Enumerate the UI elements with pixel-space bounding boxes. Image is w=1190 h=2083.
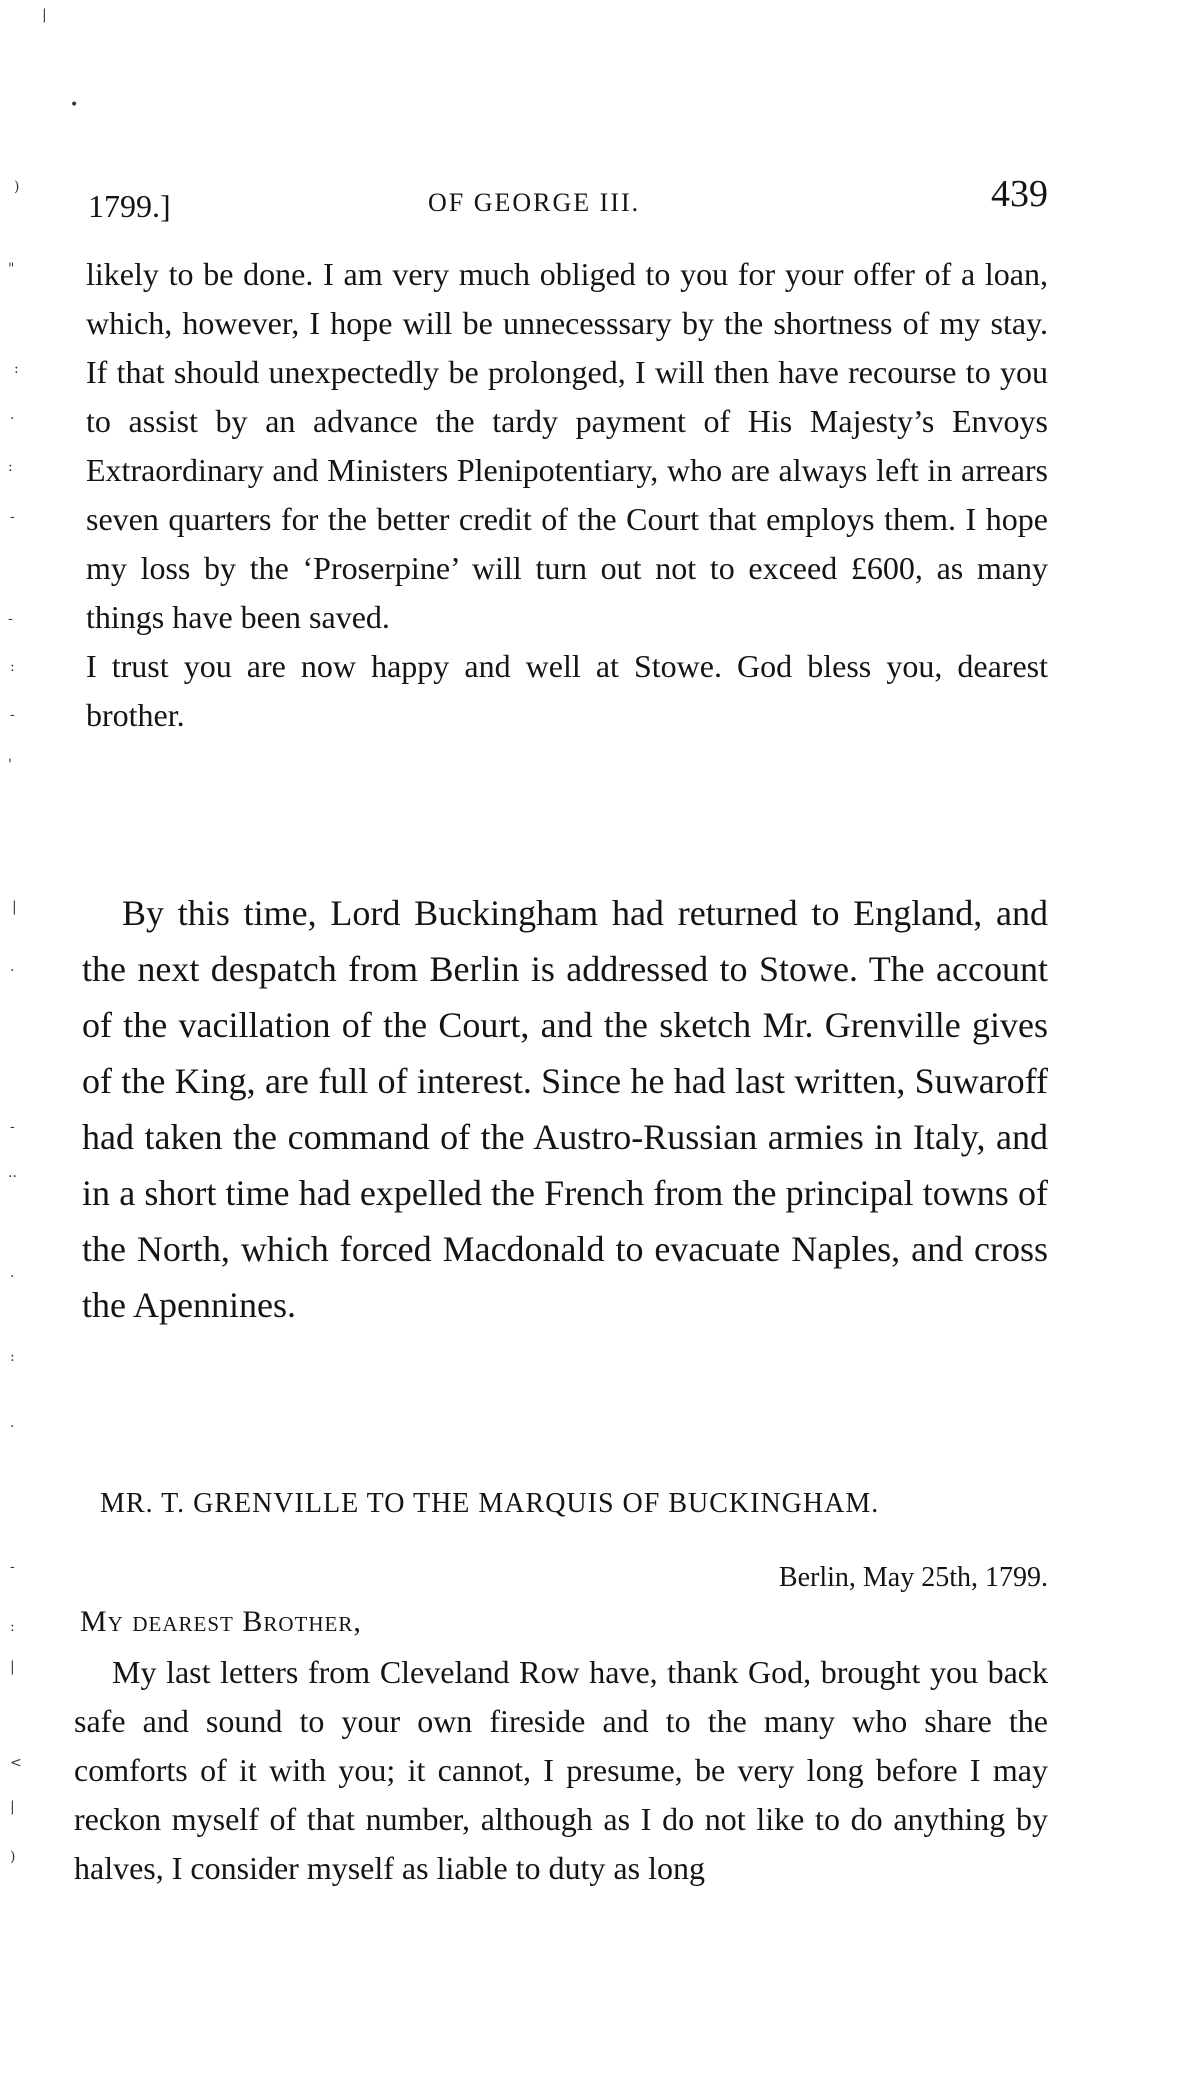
letter-body <box>74 1648 1048 1893</box>
letter-dateline: Berlin, May 25th, 1799. <box>778 1562 1048 1593</box>
margin-speck: < <box>10 1755 22 1771</box>
margin-speck: - <box>10 509 15 525</box>
narrative-section <box>82 885 1048 1333</box>
margin-speck: - <box>10 707 15 723</box>
running-head <box>88 170 1048 224</box>
margin-speck: - <box>8 611 13 627</box>
margin-speck: : <box>10 659 15 675</box>
narrative-paragraph: By this time, Lord Buckingham had returned to England, and the next despatch from Berlin is addressed to Stowe. The account of the vacillation of the Court, and the sketch Mr. Grenville gives of the King, are full of interest. Since he had last written, Suwaroff had taken the command of the Austro-Russian armies in Italy, and in a short time had expelled the French from the principal towns of the North, which forced Macdonald to evacuate Naples, and cross the Apennines. <box>82 893 1048 1325</box>
letter-continuation <box>86 250 1048 740</box>
margin-speck: | <box>42 7 47 23</box>
margin-speck: ) <box>10 1849 16 1865</box>
letter-closing-paragraph: I trust you are now happy and well at Stowe. God bless you, dearest brother. <box>86 648 1048 733</box>
margin-speck: : <box>10 1619 15 1635</box>
margin-speck: ) <box>14 179 20 195</box>
margin-speck: | <box>10 1799 15 1815</box>
margin-speck: " <box>8 261 15 277</box>
margin-speck: : <box>8 459 13 475</box>
running-head-title: OF GEORGE III. <box>428 188 641 217</box>
margin-speck: ' <box>8 757 12 773</box>
page-number: 439 <box>991 173 1048 215</box>
margin-speck: . <box>10 959 15 975</box>
margin-speck: | <box>10 1659 15 1675</box>
letter-paragraph: likely to be done. I am very much obliged to you for your offer of a loan, which, however, I hope will be unnecesssary by the shortness of my stay. If that should unexpectedly be prolonged, I will then have recourse to you to assist by an advance the tardy payment of His Majesty’s Envoys Extraordinary and Ministers Plenipotentiary, who are always left in arrears seven quarters for the better credit of the Court that employs them. I hope my loss by the ‘Proserpine’ will turn out not to exceed £600, as many things have been saved. <box>86 256 1048 635</box>
running-head-year: 1799.] <box>88 188 171 224</box>
margin-speck: | <box>12 899 17 915</box>
margin-speck: • <box>70 97 79 113</box>
letter-body-paragraph: My last letters from Cleveland Row have, thank God, brought you back safe and sound to your own fireside and to the many who share the comforts of it with you; it cannot, I presume, be very long before I may reckon myself of that number, although as I do not like to do anything by halves, I consider myself as liable to duty as long <box>74 1654 1048 1886</box>
letter-heading: MR. T. GRENVILLE TO THE MARQUIS OF BUCKINGHAM. <box>100 1488 880 1519</box>
margin-speck: · <box>10 1419 15 1435</box>
margin-speck: ·· <box>8 1169 17 1185</box>
margin-speck: : <box>10 1349 15 1365</box>
margin-speck: · <box>10 1269 15 1285</box>
margin-speck: - <box>10 1559 15 1575</box>
letter-salutation: My dearest Brother, <box>80 1605 362 1638</box>
margin-speck: - <box>10 1119 15 1135</box>
margin-speck: : <box>14 361 19 377</box>
margin-speck: · <box>10 411 15 427</box>
